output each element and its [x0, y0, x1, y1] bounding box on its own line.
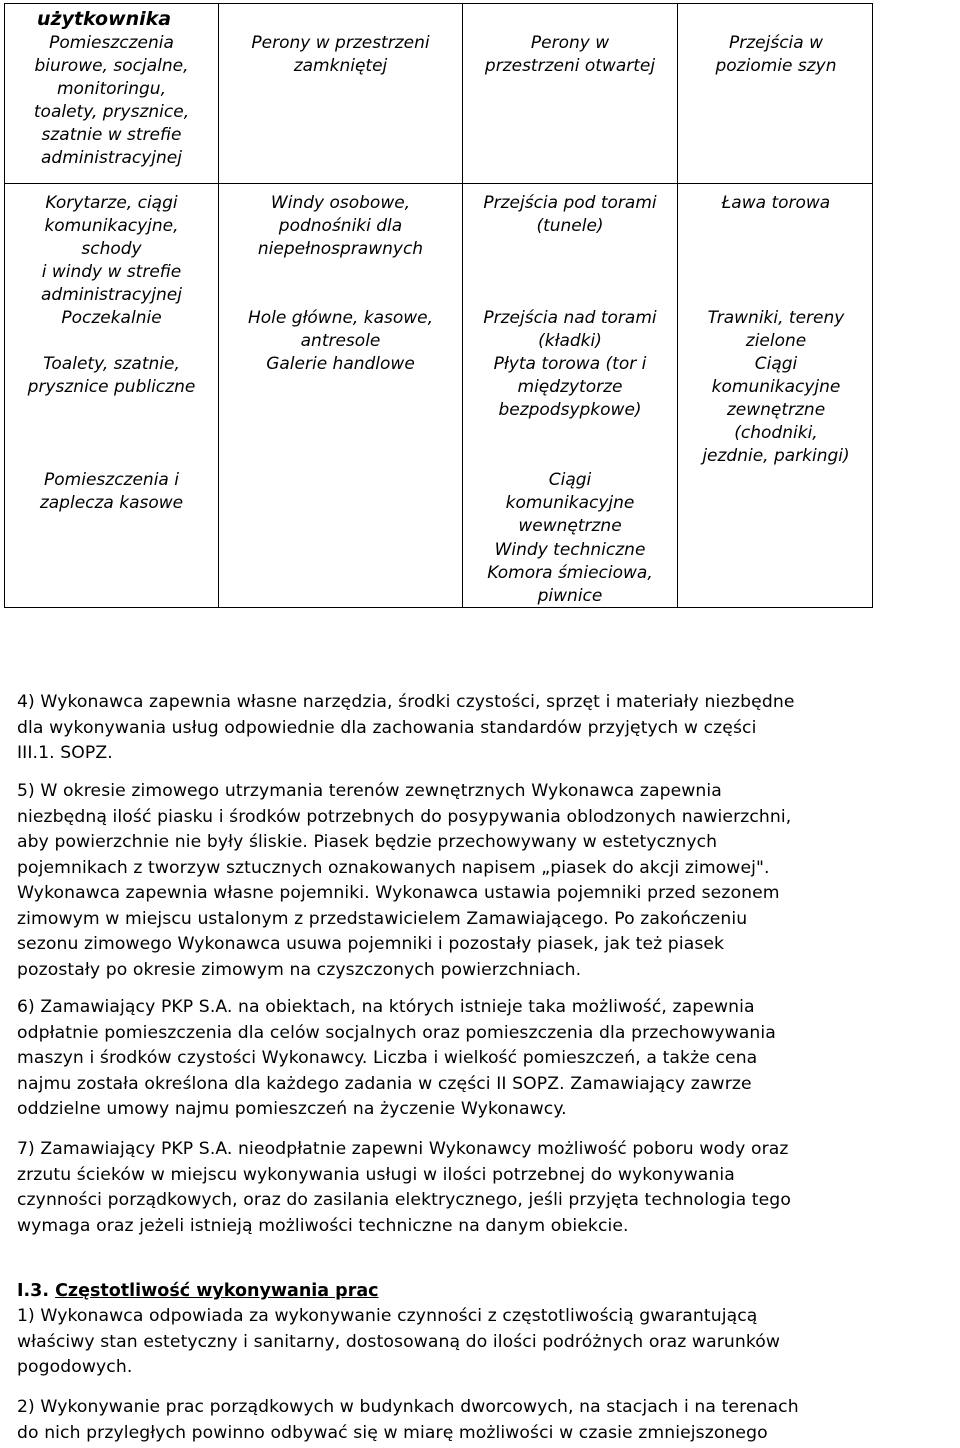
table-cell: Poczekalnie	[61, 308, 162, 328]
table-cell: Ciągi komunikacyjne zewnętrzne (chodniki, jezdnie, parkingi)	[702, 354, 850, 466]
table-header-col2: Perony w przestrzeni zamkniętej	[251, 33, 430, 76]
table-cell: Toalety, szatnie, prysznice publiczne	[27, 354, 196, 397]
paragraph-5: 5) W okresie zimowego utrzymania terenów zewnętrznych Wykonawca zapewnia niezbędną ilość piasku i środków potrzebnych do posypywania oblodzonych nawierzchni, aby powierzchnie nie były śliskie. Piasek będzie przechowywany w estetycznych pojemnikach z tworzyw sztucznych oznakowanych napisem „piasek do akcji zimowej". Wykonawca zapewnia własne pojemniki. Wykonawca ustawia pojemniki przed sezonem zimowym w miejscu ustalonym z przedstawicielem Zamawiającego. Po zakończeniu sezonu zimowego Wykonawca usuwa pojemniki i pozostały piasek, jak też piasek pozostały po okresie zimowym na czyszczonych powierzchniach.	[17, 781, 792, 980]
table-cell: Galerie handlowe	[266, 354, 415, 374]
table-col-divider	[218, 4, 219, 607]
table-cell: Pomieszczenia i zaplecza kasowe	[39, 470, 184, 513]
table-cell: Przejścia nad torami (kładki)	[483, 308, 657, 351]
table-header-col4: Przejścia w poziomie szyn	[715, 33, 837, 76]
section-paragraph-1: 1) Wykonawca odpowiada za wykonywanie czynności z częstotliwością gwarantującą właściwy stan estetyczny i sanitarny, dostosowaną do ilości podróżnych oraz warunków pogodowych.	[17, 1306, 781, 1377]
table-cell: Ciągi komunikacyjne wewnętrzne	[505, 470, 635, 536]
table-header-col3: Perony w przestrzeni otwartej	[484, 33, 656, 76]
table-cell: Ława torowa	[721, 193, 831, 213]
table-cell: Płyta torowa (tor i międzytorze bezpodsypkowe)	[493, 354, 647, 420]
table-cell: Trawniki, tereny zielone	[707, 308, 845, 351]
section-title: Częstotliwość wykonywania prac	[55, 1281, 379, 1301]
table-cell: Korytarze, ciągi komunikacyjne, schody i windy w strefie administracyjnej	[40, 193, 182, 305]
table-header-label: użytkownika	[37, 8, 172, 30]
table-row-divider	[5, 183, 872, 184]
table-cell: Windy osobowe, podnośniki dla niepełnosprawnych	[257, 193, 424, 259]
table-cell: Komora śmieciowa, piwnice	[487, 563, 653, 606]
table-cell: Windy techniczne	[494, 540, 646, 560]
section-number: I.3.	[17, 1281, 49, 1301]
table-col-divider	[677, 4, 678, 607]
paragraph-4: 4) Wykonawca zapewnia własne narzędzia, środki czystości, sprzęt i materiały niezbędne dla wykonywania usług odpowiednie dla zachowania standardów przyjętych w części III.1. SOPZ.	[17, 692, 795, 763]
section-paragraph-2: 2) Wykonywanie prac porządkowych w budynkach dworcowych, na stacjach i na terenach do nich przyległych powinno odbywać się w miarę możliwości w czasie zmniejszonego	[17, 1397, 799, 1443]
paragraph-6: 6) Zamawiający PKP S.A. na obiektach, na których istnieje taka możliwość, zapewnia odpłatnie pomieszczenia dla celów socjalnych oraz pomieszczenia dla przechowywania maszyn i środków czystości Wykonawcy. Liczba i wielkość pomieszczeń, a także cena najmu została określona dla każdego zadania w części II SOPZ. Zamawiający zawrze oddzielne umowy najmu pomieszczeń na życzenie Wykonawcy.	[17, 997, 776, 1119]
table-cell: Przejścia pod torami (tunele)	[483, 193, 657, 236]
cleaning-zones-table	[4, 3, 873, 608]
table-cell: Hole główne, kasowe, antresole	[247, 308, 434, 351]
table-header-col1: Pomieszczenia biurowe, socjalne, monitoringu, toalety, prysznice, szatnie w strefie administracyjnej	[33, 33, 190, 168]
paragraph-7: 7) Zamawiający PKP S.A. nieodpłatnie zapewni Wykonawcy możliwość poboru wody oraz zrzutu ścieków w miejscu wykonywania usługi w ilości potrzebnej do wykonywania czynności porządkowych, oraz do zasilania elektrycznego, jeśli przyjęta technologia tego wymaga oraz jeżeli istnieją możliwości techniczne na danym obiekcie.	[17, 1139, 791, 1236]
section-heading	[17, 1279, 379, 1304]
